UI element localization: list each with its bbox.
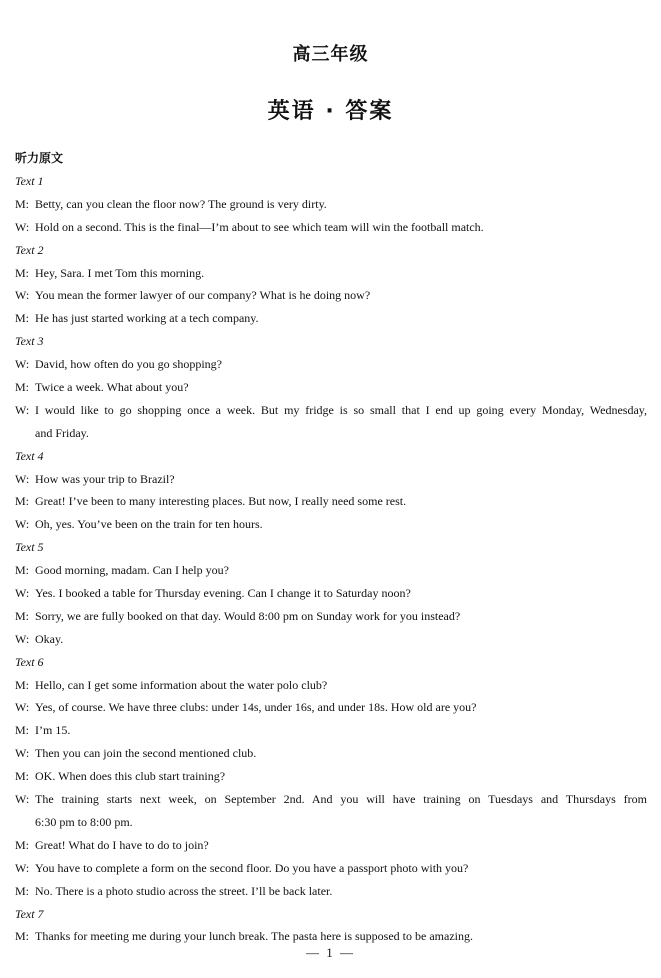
page-number: — 1 — [306, 945, 355, 960]
dialog-line [15, 262, 647, 285]
dialog-line [15, 880, 647, 903]
transcript-body [15, 170, 647, 948]
speech-text: David, how often do you go shopping? [35, 357, 222, 372]
speech-text: Yes. I booked a table for Thursday evening. Can I change it to Saturday noon? [35, 586, 411, 601]
speech-text: Great! What do I have to do to join? [35, 837, 209, 852]
dialog-line [15, 376, 647, 399]
speech-text: How was your trip to Brazil? [35, 471, 175, 486]
speech-text: You mean the former lawyer of our company? What is he doing now? [35, 288, 371, 303]
speaker-label: W: [15, 219, 30, 234]
dialog-line [15, 468, 647, 491]
speaker-label: M: [15, 837, 30, 852]
text-label: Text 7 [15, 906, 44, 921]
speaker-label: M: [15, 196, 30, 211]
text-label: Text 4 [15, 448, 44, 463]
speaker-label: M: [15, 677, 30, 692]
speech-text: Then you can join the second mentioned club. [35, 746, 257, 761]
speaker-label: W: [15, 402, 30, 417]
speech-text: Twice a week. What about you? [35, 380, 189, 395]
speaker-label: W: [15, 288, 30, 303]
speaker-label: W: [15, 357, 30, 372]
speech-text: Sorry, we are fully booked on that day. Would 8:00 pm on Sunday work for you instead? [35, 608, 461, 623]
speaker-label: M: [15, 723, 30, 738]
dialog-line [15, 605, 647, 628]
speaker-label: M: [15, 563, 30, 578]
dialog-line [15, 353, 647, 376]
dialog-line [15, 788, 647, 811]
speaker-label: M: [15, 929, 30, 944]
dialog-line [15, 582, 647, 605]
dialog-line [15, 399, 647, 422]
dialog-continuation: and Friday. [35, 425, 89, 440]
dialog-line [15, 765, 647, 788]
speaker-label: M: [15, 769, 30, 784]
section-title: 听力原文 [15, 151, 64, 165]
speaker-label: W: [15, 746, 30, 761]
dialog-line [15, 719, 647, 742]
speech-text: Okay. [35, 631, 64, 646]
text-label: Text 2 [15, 242, 44, 257]
speaker-label: W: [15, 471, 30, 486]
dialog-line [15, 857, 647, 880]
text-label: Text 6 [15, 654, 44, 669]
dialog-line [15, 284, 647, 307]
speech-text: Hold on a second. This is the final—I’m about to see which team will win the football match. [35, 219, 484, 234]
dialog-continuation: 6:30 pm to 8:00 pm. [35, 814, 133, 829]
speaker-label: W: [15, 700, 30, 715]
dialog-line [15, 674, 647, 697]
speech-text: Great! I’ve been to many interesting places. But now, I really need some rest. [35, 494, 407, 509]
speech-text: You have to complete a form on the second floor. Do you have a passport photo with you? [35, 860, 469, 875]
speaker-label: W: [15, 517, 30, 532]
speaker-label: M: [15, 608, 30, 623]
speaker-label: W: [15, 631, 30, 646]
speech-text: Hello, can I get some information about the water polo club? [35, 677, 328, 692]
speech-text: I would like to go shopping once a week. But my fridge is so small that I end up going every Monday, Wednesday, [35, 402, 647, 417]
speaker-label: M: [15, 494, 30, 509]
speech-text: Oh, yes. You’ve been on the train for ten hours. [35, 517, 263, 532]
speaker-label: W: [15, 860, 30, 875]
text-label: Text 5 [15, 540, 44, 555]
speaker-label: M: [15, 380, 30, 395]
dialog-line [15, 193, 647, 216]
speech-text: Betty, can you clean the floor now? The ground is very dirty. [35, 196, 327, 211]
speech-text: The training starts next week, on September 2nd. And you will have training on Tuesdays and Thursdays from [35, 792, 647, 807]
dialog-line [15, 490, 647, 513]
dialog-line [15, 513, 647, 536]
speaker-label: W: [15, 792, 30, 807]
speech-text: I’m 15. [35, 723, 71, 738]
speech-text: Thanks for meeting me during your lunch break. The pasta here is supposed to be amazing. [35, 929, 473, 944]
text-label: Text 1 [15, 174, 44, 188]
dialog-line [15, 307, 647, 330]
dialog-line [15, 628, 647, 651]
speech-text: OK. When does this club start training? [35, 769, 226, 784]
speech-text: Yes, of course. We have three clubs: under 14s, under 16s, and under 18s. How old are you? [35, 700, 477, 715]
dialog-line [15, 216, 647, 239]
speech-text: He has just started working at a tech company. [35, 311, 259, 326]
speaker-label: M: [15, 883, 30, 898]
speech-text: No. There is a photo studio across the street. I’ll be back later. [35, 883, 333, 898]
dialog-line [15, 834, 647, 857]
speech-text: Good morning, madam. Can I help you? [35, 563, 229, 578]
speech-text: Hey, Sara. I met Tom this morning. [35, 265, 205, 280]
speaker-label: M: [15, 311, 30, 326]
speaker-label: W: [15, 586, 30, 601]
speaker-label: M: [15, 265, 30, 280]
dialog-line [15, 559, 647, 582]
dialog-line [15, 742, 647, 765]
grade-heading: 高三年级 [292, 44, 369, 65]
text-label: Text 3 [15, 334, 44, 349]
document-title: 英语 · 答案 [267, 99, 394, 124]
dialog-line [15, 696, 647, 719]
